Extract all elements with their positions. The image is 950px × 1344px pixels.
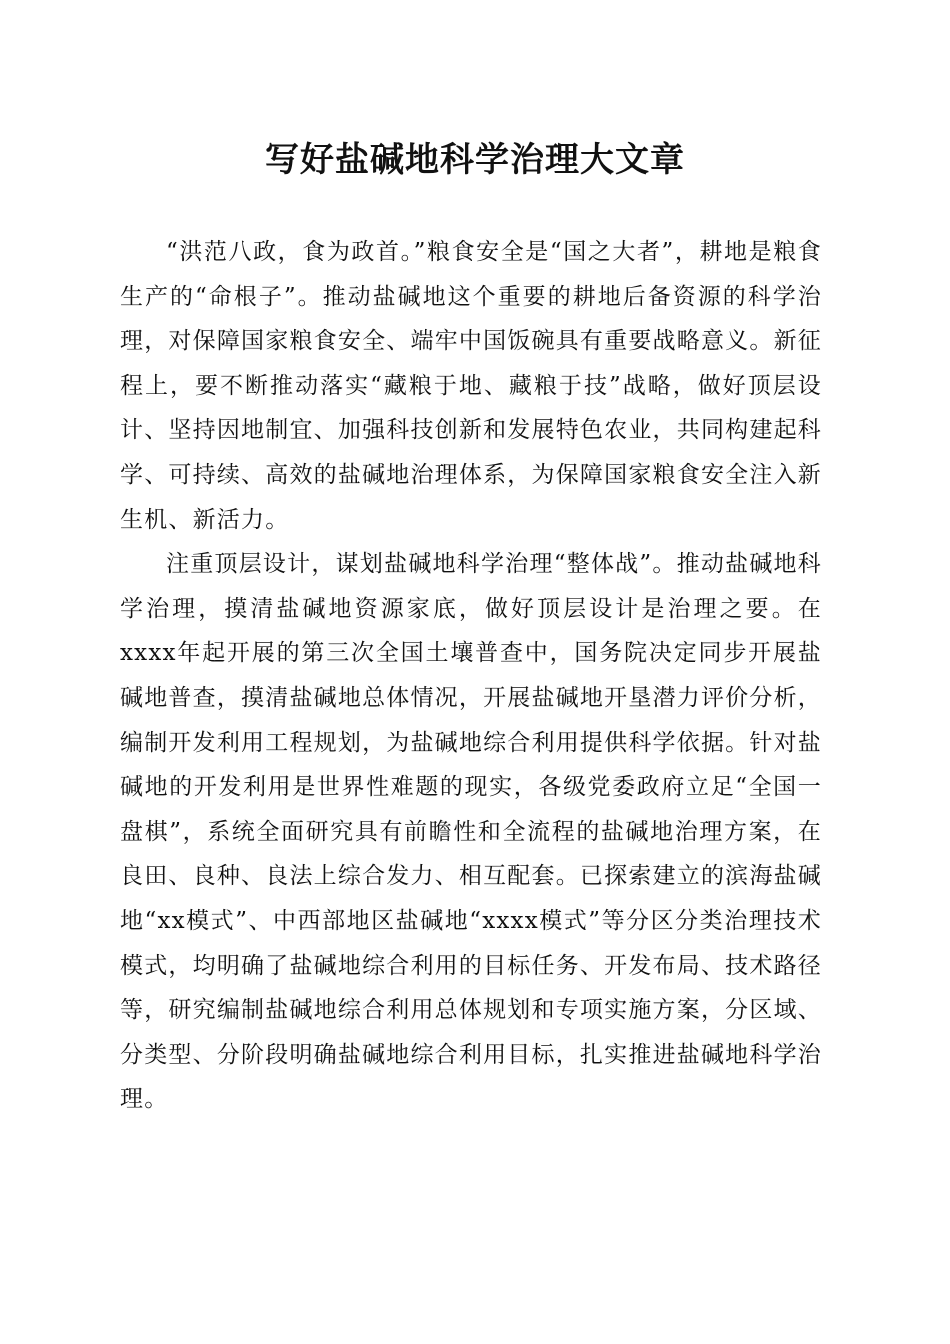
document-title: 写好盐碱地科学治理大文章 [265, 140, 685, 180]
paragraph-top-level-design: 注重顶层设计，谋划盐碱地科学治理“整体战”。推动盐碱地科学治理，摸清盐碱地资源家底，做好顶层设计是治理之要。在xxxx年起开展的第三次全国土壤普查中，国务院决定同步开展盐碱地普查，摸清盐碱地总体情况，开展盐碱地开垦潜力评价分析，编制开发利用工程规划，为盐碱地综合利用提供科学依据。针对盐碱地的开发利用是世界性难题的现实，各级党委政府立足“全国一盘棋”，系统全面研究具有前瞻性和全流程的盐碱地治理方案，在良田、良种、良法上综合发力、相互配套。已探索建立的滨海盐碱地“xx模式”、中西部地区盐碱地“xxxx模式”等分区分类治理技术模式，均明确了盐碱地综合利用的目标任务、开发布局、技术路径等，研究编制盐碱地综合利用总体规划和专项实施方案，分区域、分类型、分阶段明确盐碱地综合利用目标，扎实推进盐碱地科学治理。 [120, 551, 822, 1113]
document-body [120, 230, 822, 1122]
paragraph-intro: “洪范八政，食为政首。”粮食安全是“国之大者”，耕地是粮食生产的“命根子”。推动盐碱地这个重要的耕地后备资源的科学治理，对保障国家粮食安全、端牢中国饭碗具有重要战略意义。新征程上，要不断推动落实“藏粮于地、藏粮于技”战略，做好顶层设计、坚持因地制宜、加强科技创新和发展特色农业，共同构建起科学、可持续、高效的盐碱地治理体系，为保障国家粮食安全注入新生机、新活力。 [120, 239, 822, 533]
